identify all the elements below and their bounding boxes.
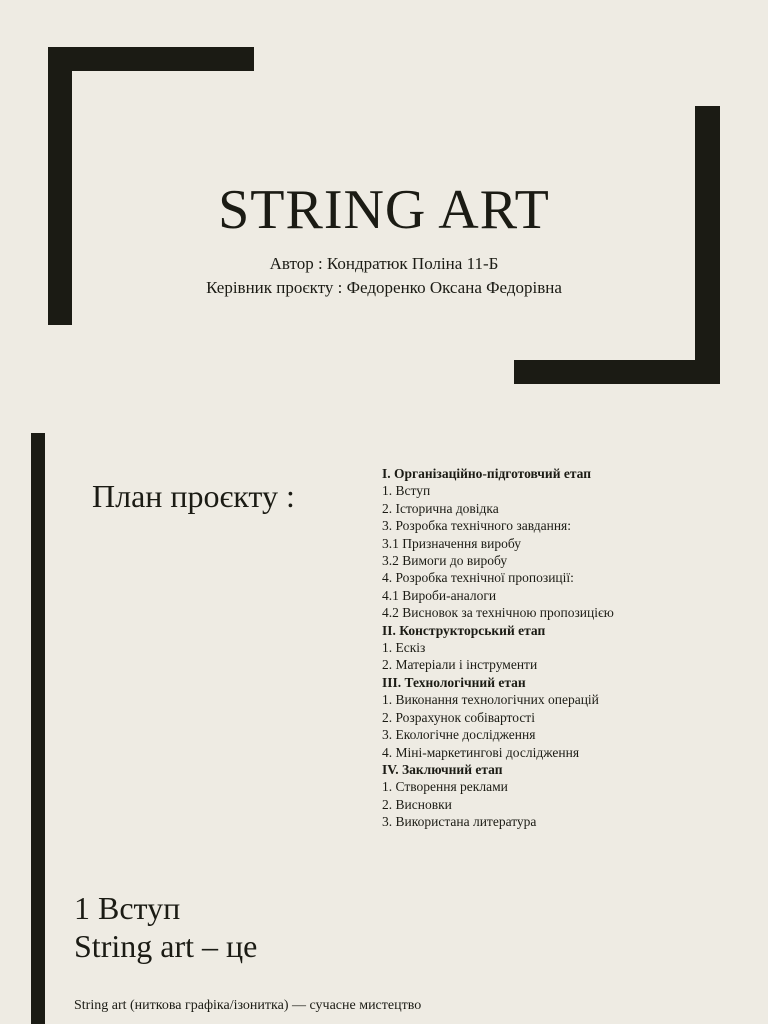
- plan-list-item: 1. Вступ: [382, 483, 431, 499]
- plan-list-item: 3. Розробка технічного завдання:: [382, 518, 572, 534]
- plan-list-item: 3.2 Вимоги до виробу: [382, 553, 508, 569]
- frame-bottom-right-vertical: [695, 106, 720, 384]
- intro-heading-line-1: 1 Вступ: [74, 890, 181, 926]
- frame-bottom-right-horizontal: [514, 360, 720, 384]
- slide-title: STRING ART: [218, 179, 550, 241]
- plan-list-item: 1. Створення реклами: [382, 779, 508, 795]
- plan-list-item: 4. Розробка технічної пропозиції:: [382, 570, 574, 586]
- plan-section-heading: II. Конструкторський етап: [382, 622, 546, 638]
- intro-heading: [74, 889, 257, 965]
- author-line: Автор : Кондратюк Поліна 11-Б: [269, 254, 499, 273]
- plan-list-item: 2. Розрахунок собівартості: [382, 709, 535, 725]
- slide-left-accent-bar: [31, 433, 45, 1024]
- plan-list-item: 3. Екологічне дослідження: [382, 727, 536, 743]
- plan-list-item: 4.1 Вироби-аналоги: [382, 587, 497, 603]
- plan-list-item: 1. Виконання технологічних операцій: [382, 692, 599, 708]
- plan-list-item: 4.2 Висновок за технічною пропозицією: [382, 605, 614, 621]
- plan-list-item: 3. Використана литература: [382, 814, 537, 830]
- plan-list-item: 1. Ескіз: [382, 640, 426, 656]
- frame-top-left-horizontal: [48, 47, 254, 71]
- intro-text: String art (ниткова графіка/ізонитка) — сучасне мистецтво: [74, 998, 422, 1013]
- plan-list: [382, 465, 614, 831]
- supervisor-line: Керівник проєкту : Федоренко Оксана Федорівна: [206, 278, 562, 297]
- plan-section-heading: III. Технологічний етан: [382, 674, 526, 690]
- plan-list-item: 2. Історична довідка: [382, 500, 499, 516]
- plan-list-item: 4. Міні-маркетингові дослідження: [382, 744, 580, 760]
- intro-heading-line-2: String art – це: [74, 928, 258, 964]
- plan-list-item: 3.1 Призначення виробу: [382, 535, 522, 551]
- plan-section-heading: IV. Заключний етап: [382, 761, 503, 777]
- plan-list-item: 2. Висновки: [382, 796, 452, 812]
- plan-list-item: 2. Матеріали і інструменти: [382, 657, 538, 673]
- plan-section-heading: I. Організаційно-підготовчий етап: [382, 466, 591, 481]
- plan-heading: План проєкту :: [92, 478, 295, 514]
